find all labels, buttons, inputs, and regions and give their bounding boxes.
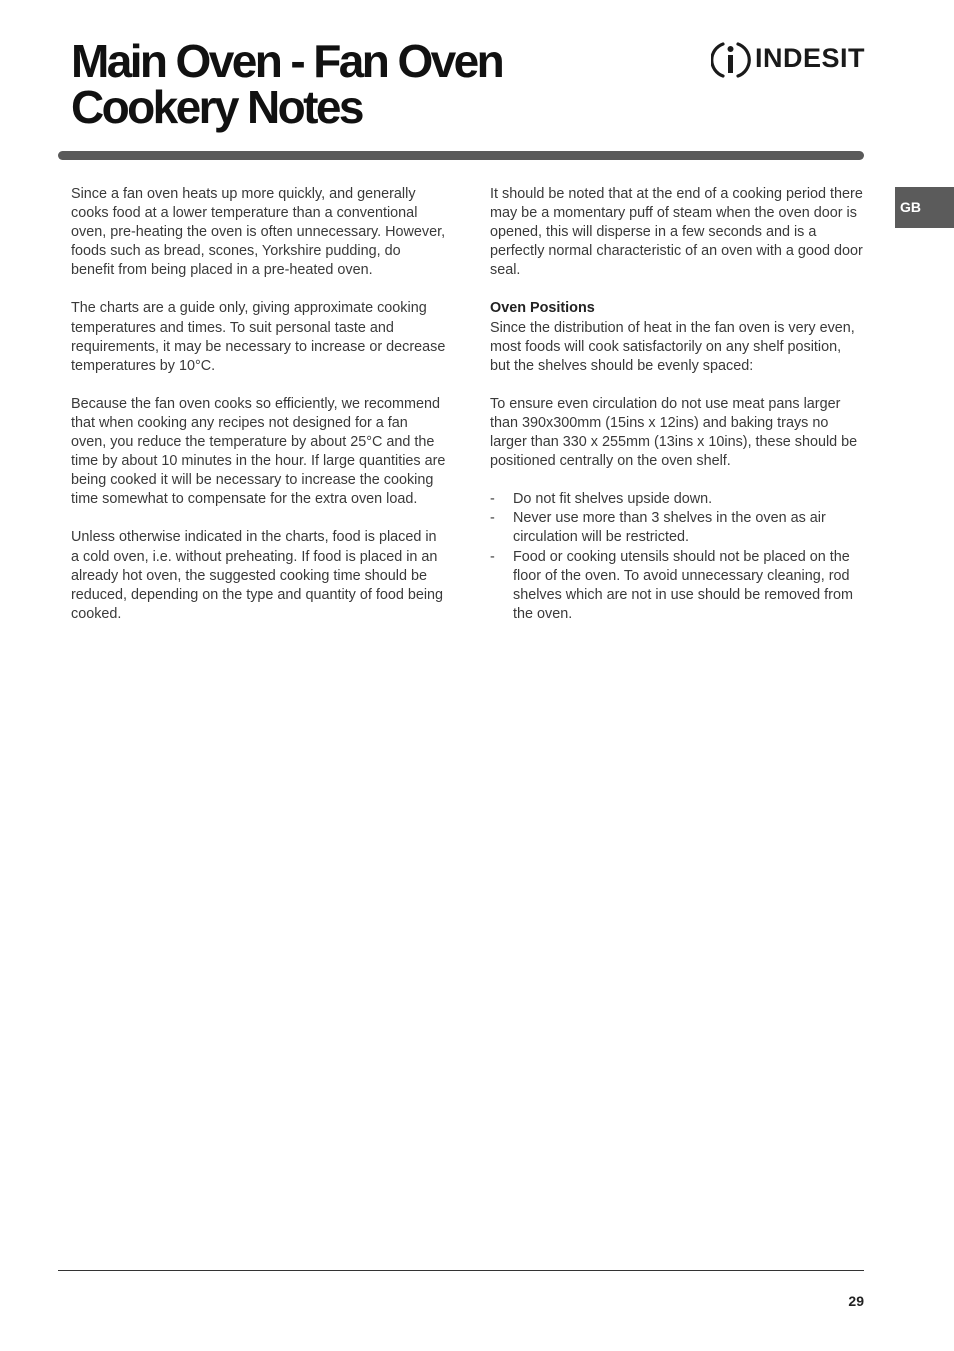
page-title-line-1: Main Oven - Fan Oven	[71, 35, 503, 87]
paragraph-fan-oven-efficiency: Because the fan oven cooks so efficiently, we recommend that when cooking any recipes not designed for a fan oven, you reduce the temperature by about 25°C and the time by about 10 minutes in the hour. If large quantities are being cooked it will be necessary to increase the cooking time somewhat to compensate for the extra oven load.	[71, 395, 446, 508]
paragraph-charts-guide: The charts are a guide only, giving approximate cooking temperatures and times. To suit personal taste and requirements, it may be necessary to increase or decrease temperatures by 10°C.	[71, 300, 446, 374]
bullet-dash: -	[490, 510, 495, 527]
indesit-i-icon	[711, 38, 751, 82]
paragraph-steam-note: It should be noted that at the end of a cooking period there may be a momentary puff of steam when the oven door is opened, this will disperse in a few seconds and is a perfectly normal characteristic of an oven with a good door seal.	[490, 186, 863, 279]
section-heading-oven-positions: Oven Positions	[490, 300, 595, 317]
list-item	[490, 509, 864, 547]
header-divider	[58, 151, 864, 160]
page-number: 29	[848, 1293, 864, 1309]
bullet-dash: -	[490, 491, 495, 508]
paragraph-preheating: Since a fan oven heats up more quickly, and generally cooks food at a lower temperature than a conventional oven, pre-heating the oven is often unnecessary. However, foods such as bread, scones, Yorkshire pudding, do benefit from being placed in a pre-heated oven.	[71, 186, 446, 279]
page-title	[71, 35, 631, 133]
right-column	[490, 185, 864, 624]
footer-divider	[58, 1270, 864, 1271]
paragraph-heat-distribution: Since the distribution of heat in the fan oven is very even, most foods will cook satisfactorily on any shelf position, but the shelves should be evenly spaced:	[490, 319, 855, 374]
paragraph-cold-oven: Unless otherwise indicated in the charts, food is placed in a cold oven, i.e. without preheating. If food is placed in an already hot oven, the suggested cooking time should be reduced, depending on the type and quantity of food being cooked.	[71, 529, 444, 622]
list-item-text: Do not fit shelves upside down.	[513, 491, 713, 508]
paragraph-circulation: To ensure even circulation do not use meat pans larger than 390x300mm (15ins x 12ins) and baking trays no larger than 330 x 255mm (13ins x 10ins), these should be positioned centrally on the oven shelf.	[490, 395, 858, 470]
bullet-dash: -	[490, 548, 495, 565]
list-item-text: Never use more than 3 shelves in the oven as air circulation will be restricted.	[513, 510, 826, 546]
list-item-text: Food or cooking utensils should not be placed on the floor of the oven. To avoid unnecessary cleaning, rod shelves which are not in use should be removed from the oven.	[513, 548, 853, 622]
brand-name: INDESIT	[755, 43, 866, 73]
left-column	[71, 185, 446, 643]
page-title-line-2: Cookery Notes	[71, 81, 362, 133]
language-tab: GB	[895, 187, 954, 228]
list-item	[490, 548, 864, 624]
shelf-guidelines-list	[490, 490, 864, 624]
indesit-logo	[711, 38, 866, 82]
list-item	[490, 490, 864, 509]
